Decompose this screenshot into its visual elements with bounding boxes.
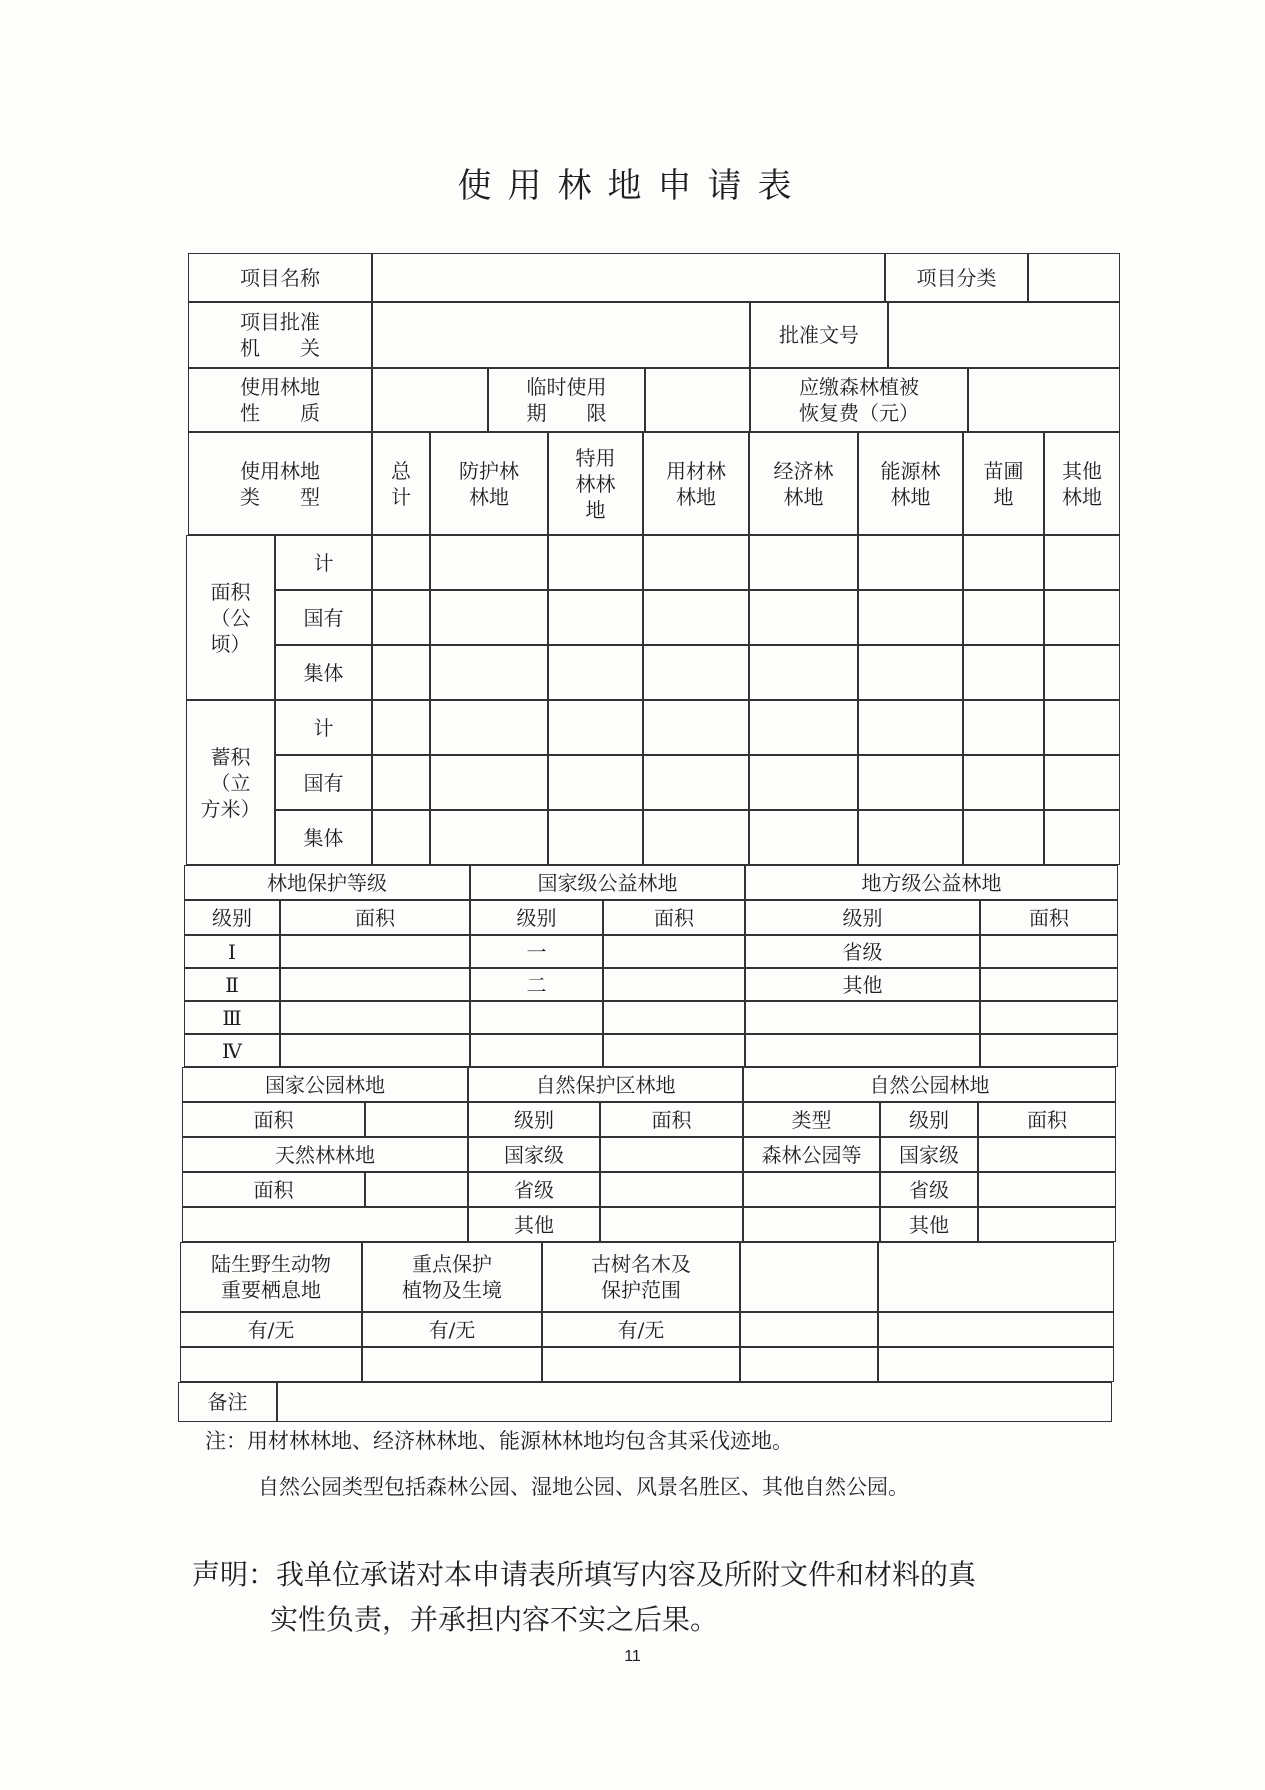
park-level-value: 其他 xyxy=(880,1207,978,1242)
volume-row-0-label: 计 xyxy=(275,700,372,755)
protection-level-value: Ⅰ xyxy=(184,935,280,968)
habitat-input-cell[interactable] xyxy=(180,1347,362,1382)
national-level-value xyxy=(470,1034,603,1067)
volume-cell[interactable] xyxy=(749,700,858,755)
area-label: 面积 （公 顷） xyxy=(186,535,275,700)
remarks-label: 备注 xyxy=(178,1382,277,1422)
volume-row-1-label: 国有 xyxy=(275,755,372,810)
area-cell[interactable] xyxy=(372,590,430,645)
natural-forest-header: 天然林林地 xyxy=(182,1137,468,1172)
volume-cell[interactable] xyxy=(548,755,643,810)
volume-row-2-label: 集体 xyxy=(275,810,372,865)
note-line-2: 自然公园类型包括森林公园、湿地公园、风景名胜区、其他自然公园。 xyxy=(258,1475,909,1499)
volume-cell[interactable] xyxy=(548,700,643,755)
park-level-value: 国家级 xyxy=(880,1137,978,1172)
park-area-field[interactable] xyxy=(978,1172,1116,1207)
area-cell[interactable] xyxy=(963,645,1044,700)
natural-forest-area-label: 面积 xyxy=(182,1172,365,1207)
local-area-field[interactable] xyxy=(980,935,1118,968)
national-park-area-field[interactable] xyxy=(365,1102,468,1137)
project-category-field[interactable] xyxy=(1028,253,1120,302)
habitat-extra-cell[interactable] xyxy=(878,1242,1114,1312)
national-level-col: 级别 xyxy=(470,900,603,935)
area-cell[interactable] xyxy=(963,590,1044,645)
approval-authority-label: 项目批准 机 关 xyxy=(188,302,372,368)
park-level-value: 省级 xyxy=(880,1172,978,1207)
land-type-col-3: 用材林 林地 xyxy=(643,432,749,535)
volume-cell[interactable] xyxy=(643,810,749,865)
park-area-field[interactable] xyxy=(978,1137,1116,1172)
national-level-value xyxy=(470,1001,603,1034)
park-type-value xyxy=(743,1207,880,1242)
local-area-field[interactable] xyxy=(980,1034,1118,1067)
protection-area-field[interactable] xyxy=(280,968,470,1001)
reserve-level-value: 国家级 xyxy=(468,1137,600,1172)
park-type-value xyxy=(743,1172,880,1207)
land-type-col-1: 防护林 林地 xyxy=(430,432,548,535)
protection-level-value: Ⅱ xyxy=(184,968,280,1001)
land-use-nature-label: 使用林地 性 质 xyxy=(188,368,372,432)
approval-authority-field[interactable] xyxy=(372,302,750,368)
area-row-0-label: 计 xyxy=(275,535,372,590)
area-cell[interactable] xyxy=(749,645,858,700)
area-cell[interactable] xyxy=(858,590,963,645)
volume-cell[interactable] xyxy=(749,755,858,810)
national-level-value: 一 xyxy=(470,935,603,968)
yes-no-cell: 有/无 xyxy=(362,1312,542,1347)
protection-area-field[interactable] xyxy=(280,935,470,968)
temp-use-period-label: 临时使用 期 限 xyxy=(488,368,645,432)
local-area-field[interactable] xyxy=(980,968,1118,1001)
local-area-col: 面积 xyxy=(980,900,1118,935)
habitat-input-cell[interactable] xyxy=(878,1347,1114,1382)
nature-park-header: 自然公园林地 xyxy=(743,1067,1116,1102)
form-title: 使用林地申请表 xyxy=(457,166,808,206)
volume-cell[interactable] xyxy=(430,755,548,810)
remarks-field[interactable] xyxy=(277,1382,1112,1422)
land-use-nature-field[interactable] xyxy=(372,368,488,432)
national-park-header: 国家公园林地 xyxy=(182,1067,468,1102)
declaration-line-1: 声明：我单位承诺对本申请表所填写内容及所附文件和材料的真 xyxy=(192,1558,977,1591)
area-cell[interactable] xyxy=(548,645,643,700)
volume-cell[interactable] xyxy=(1044,755,1120,810)
area-row-1-label: 国有 xyxy=(275,590,372,645)
volume-label: 蓄积 （立 方米） xyxy=(186,700,275,865)
land-type-col-4: 经济林 林地 xyxy=(749,432,858,535)
local-area-field[interactable] xyxy=(980,1001,1118,1034)
park-type-col: 类型 xyxy=(743,1102,880,1137)
project-name-field[interactable] xyxy=(372,253,885,302)
land-type-label: 使用林地 类 型 xyxy=(188,432,372,535)
reserve-area-col: 面积 xyxy=(600,1102,743,1137)
area-cell[interactable] xyxy=(430,590,548,645)
ancient-trees-label: 古树名木及 保护范围 xyxy=(542,1242,740,1312)
volume-cell[interactable] xyxy=(858,700,963,755)
area-cell[interactable] xyxy=(1044,645,1120,700)
area-cell[interactable] xyxy=(430,535,548,590)
declaration-line-2: 实性负责，并承担内容不实之后果。 xyxy=(270,1603,719,1636)
temp-use-period-field[interactable] xyxy=(645,368,750,432)
local-level-value xyxy=(745,1001,980,1034)
area-cell[interactable] xyxy=(548,535,643,590)
approval-doc-no-label: 批准文号 xyxy=(750,302,888,368)
volume-cell[interactable] xyxy=(963,700,1044,755)
land-type-col-7: 其他 林地 xyxy=(1044,432,1120,535)
protection-level-value: Ⅲ xyxy=(184,1001,280,1034)
area-cell[interactable] xyxy=(548,590,643,645)
land-type-col-2: 特用 林林 地 xyxy=(548,432,643,535)
project-name-label: 项目名称 xyxy=(188,253,372,302)
volume-cell[interactable] xyxy=(643,700,749,755)
land-type-col-6: 苗圃 地 xyxy=(963,432,1044,535)
volume-cell[interactable] xyxy=(430,700,548,755)
reserve-level-value: 其他 xyxy=(468,1207,600,1242)
national-area-field[interactable] xyxy=(603,1001,745,1034)
volume-cell[interactable] xyxy=(372,700,430,755)
land-type-col-0: 总 计 xyxy=(372,432,430,535)
area-cell[interactable] xyxy=(430,645,548,700)
local-level-col: 级别 xyxy=(745,900,980,935)
reserve-level-col: 级别 xyxy=(468,1102,600,1137)
national-welfare-header: 国家级公益林地 xyxy=(470,865,745,900)
volume-cell[interactable] xyxy=(372,810,430,865)
protection-level-value: Ⅳ xyxy=(184,1034,280,1067)
reserve-area-field[interactable] xyxy=(600,1137,743,1172)
wildlife-habitat-label: 陆生野生动物 重要栖息地 xyxy=(180,1242,362,1312)
blank-cell[interactable] xyxy=(182,1207,468,1242)
yes-no-cell[interactable] xyxy=(878,1312,1114,1347)
reserve-area-field[interactable] xyxy=(600,1172,743,1207)
area-cell[interactable] xyxy=(858,645,963,700)
volume-cell[interactable] xyxy=(1044,700,1120,755)
national-park-area-label: 面积 xyxy=(182,1102,365,1137)
protection-grade-header: 林地保护等级 xyxy=(184,865,470,900)
local-level-value: 省级 xyxy=(745,935,980,968)
volume-cell[interactable] xyxy=(963,810,1044,865)
habitat-input-cell[interactable] xyxy=(362,1347,542,1382)
local-welfare-header: 地方级公益林地 xyxy=(745,865,1118,900)
national-area-field[interactable] xyxy=(603,1034,745,1067)
note-line-1: 注：用材林林地、经济林林地、能源林林地均包含其采伐迹地。 xyxy=(205,1429,793,1453)
page-number: 11 xyxy=(624,1648,641,1665)
park-type-value: 森林公园等 xyxy=(743,1137,880,1172)
habitat-input-cell[interactable] xyxy=(542,1347,740,1382)
volume-cell[interactable] xyxy=(963,755,1044,810)
yes-no-cell: 有/无 xyxy=(180,1312,362,1347)
national-level-value: 二 xyxy=(470,968,603,1001)
restoration-fee-field[interactable] xyxy=(968,368,1120,432)
protection-level-col: 级别 xyxy=(184,900,280,935)
area-cell[interactable] xyxy=(372,645,430,700)
area-cell[interactable] xyxy=(643,535,749,590)
reserve-area-field[interactable] xyxy=(600,1207,743,1242)
habitat-extra-cell[interactable] xyxy=(740,1242,878,1312)
area-cell[interactable] xyxy=(643,590,749,645)
volume-cell[interactable] xyxy=(643,755,749,810)
protection-area-field[interactable] xyxy=(280,1001,470,1034)
volume-cell[interactable] xyxy=(858,810,963,865)
local-level-value: 其他 xyxy=(745,968,980,1001)
nature-reserve-header: 自然保护区林地 xyxy=(468,1067,743,1102)
area-cell[interactable] xyxy=(1044,535,1120,590)
yes-no-cell[interactable] xyxy=(740,1312,878,1347)
national-area-col: 面积 xyxy=(603,900,745,935)
volume-cell[interactable] xyxy=(749,810,858,865)
approval-doc-no-field[interactable] xyxy=(888,302,1120,368)
project-category-label: 项目分类 xyxy=(885,253,1028,302)
natural-forest-area-field[interactable] xyxy=(365,1172,468,1207)
area-cell[interactable] xyxy=(643,645,749,700)
national-area-field[interactable] xyxy=(603,968,745,1001)
park-area-field[interactable] xyxy=(978,1207,1116,1242)
volume-cell[interactable] xyxy=(372,755,430,810)
area-cell[interactable] xyxy=(1044,590,1120,645)
protection-area-col: 面积 xyxy=(280,900,470,935)
restoration-fee-label: 应缴森林植被 恢复费（元） xyxy=(750,368,968,432)
volume-cell[interactable] xyxy=(1044,810,1120,865)
key-plants-label: 重点保护 植物及生境 xyxy=(362,1242,542,1312)
reserve-level-value: 省级 xyxy=(468,1172,600,1207)
area-cell[interactable] xyxy=(749,535,858,590)
park-area-col: 面积 xyxy=(978,1102,1116,1137)
land-type-col-5: 能源林 林地 xyxy=(858,432,963,535)
area-cell[interactable] xyxy=(749,590,858,645)
volume-cell[interactable] xyxy=(430,810,548,865)
national-area-field[interactable] xyxy=(603,935,745,968)
volume-cell[interactable] xyxy=(858,755,963,810)
protection-area-field[interactable] xyxy=(280,1034,470,1067)
area-cell[interactable] xyxy=(858,535,963,590)
habitat-input-cell[interactable] xyxy=(740,1347,878,1382)
park-level-col: 级别 xyxy=(880,1102,978,1137)
area-cell[interactable] xyxy=(372,535,430,590)
yes-no-cell: 有/无 xyxy=(542,1312,740,1347)
local-level-value xyxy=(745,1034,980,1067)
area-cell[interactable] xyxy=(963,535,1044,590)
volume-cell[interactable] xyxy=(548,810,643,865)
area-row-2-label: 集体 xyxy=(275,645,372,700)
